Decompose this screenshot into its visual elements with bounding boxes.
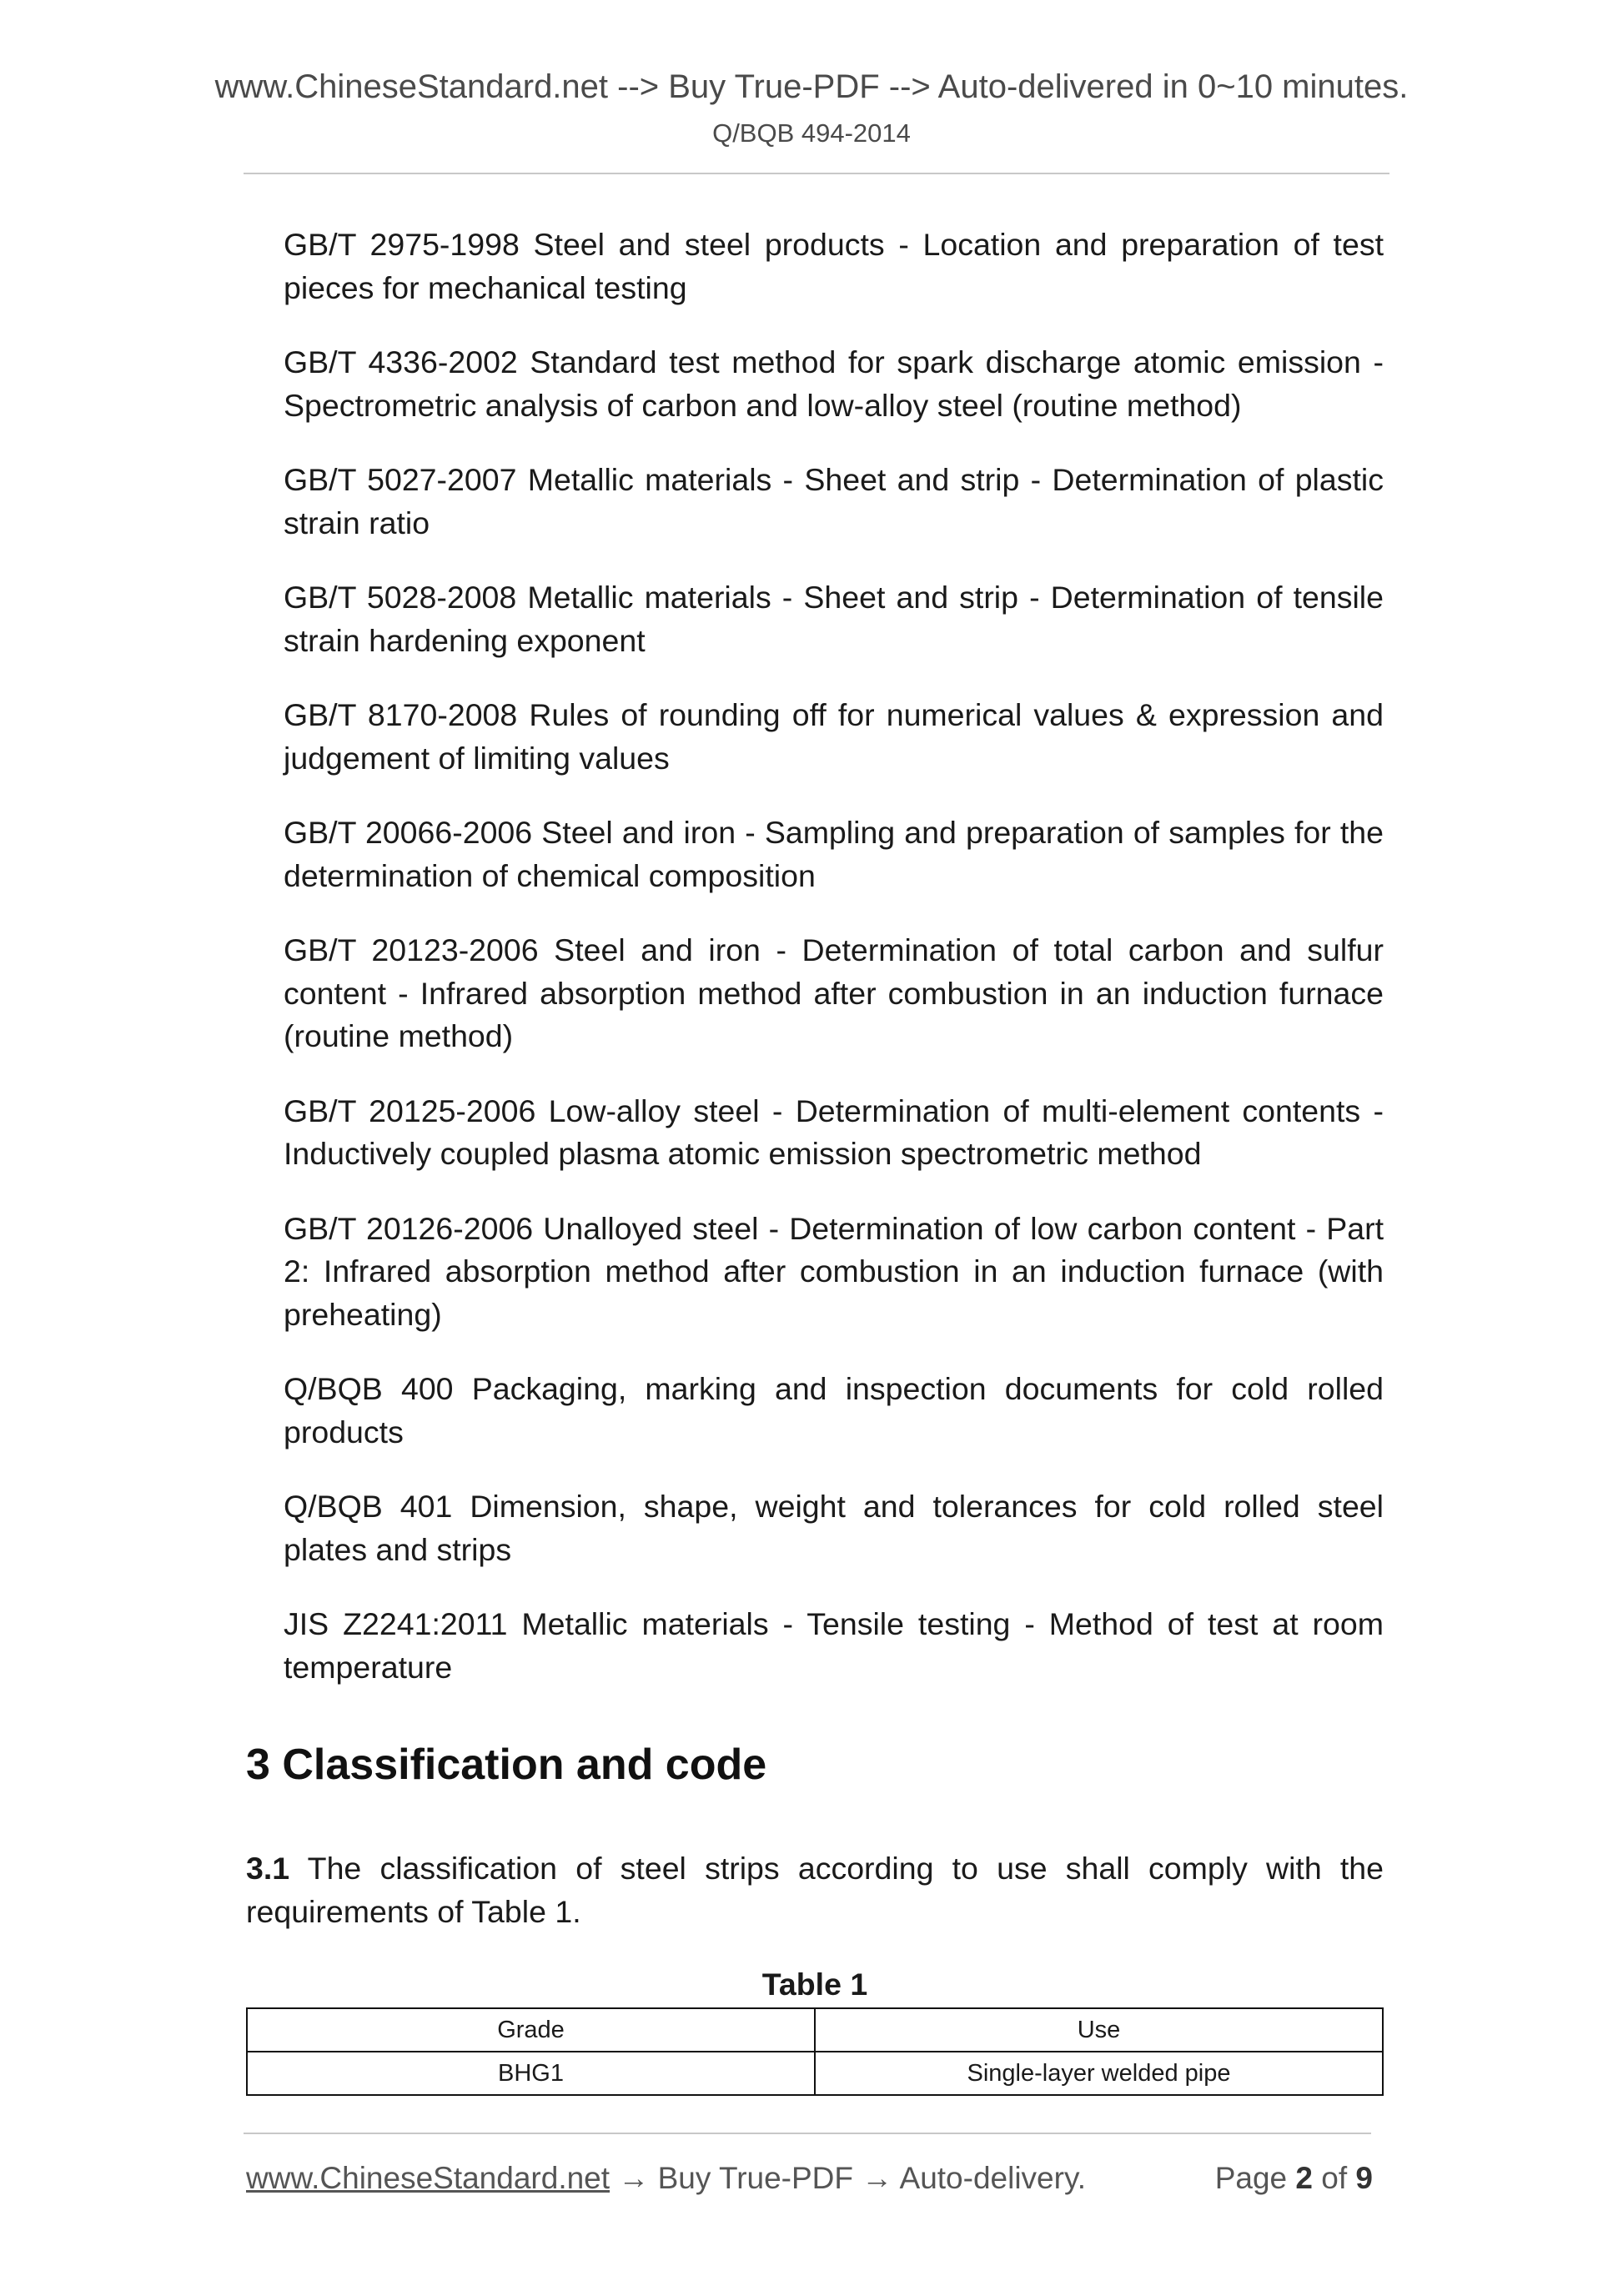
cell-use: Single-layer welded pipe [815, 2052, 1383, 2095]
footer-divider [244, 2133, 1371, 2134]
footer-tagline: → Buy True-PDF → Auto-delivery. [610, 2161, 1086, 2195]
reference-item: GB/T 4336-2002 Standard test method for spark discharge atomic emission - Spectrometric analysis of carbon and low-alloy steel (routine method) [284, 344, 1384, 423]
clause-3-1 [246, 1847, 1384, 1933]
reference-item: GB/T 20125-2006 Low-alloy steel - Determination of multi-element contents - Inductively coupled plasma atomic emission spectrometric method [284, 1093, 1384, 1171]
footer-site-link[interactable]: www.ChineseStandard.net [246, 2161, 611, 2195]
classification-table [246, 2007, 1384, 2096]
reference-item: GB/T 5028-2008 Metallic materials - Sheet and strip - Determination of tensile strain hardening exponent [284, 580, 1384, 658]
clause-text: The classification of steel strips according to use shall comply with the requirements of Table 1. [246, 1851, 1384, 1929]
normative-references-list [284, 224, 1384, 1721]
header-divider [244, 173, 1389, 174]
document-number: Q/BQB 494-2014 [712, 118, 911, 148]
page-indicator [1215, 2158, 1373, 2198]
reference-item: Q/BQB 400 Packaging, marking and inspection documents for cold rolled products [284, 1371, 1384, 1449]
header-cell-use: Use [815, 2008, 1383, 2052]
reference-item: GB/T 20066-2006 Steel and iron - Sampling and preparation of samples for the determination of chemical composition [284, 815, 1384, 893]
table-title: Table 1 [761, 1967, 868, 2002]
header-banner: www.ChineseStandard.net --> Buy True-PDF --> Auto-delivered in 0~10 minutes. [214, 68, 1409, 105]
reference-item: GB/T 2975-1998 Steel and steel products - Location and preparation of test pieces for mechanical testing [284, 227, 1384, 305]
cell-grade: BHG1 [247, 2052, 815, 2095]
header-cell-grade: Grade [247, 2008, 815, 2052]
reference-item: GB/T 8170-2008 Rules of rounding off for numerical values & expression and judgement of limiting values [284, 697, 1384, 776]
page-total: 9 [1355, 2161, 1373, 2195]
reference-item: GB/T 5027-2007 Metallic materials - Sheet and strip - Determination of plastic strain ratio [284, 462, 1384, 540]
reference-item: GB/T 20123-2006 Steel and iron - Determination of total carbon and sulfur content - Infrared absorption method after combustion in an induction furnace (routine method) [284, 932, 1384, 1053]
page-of: of [1321, 2161, 1348, 2195]
table-row [247, 2052, 1383, 2095]
table-header-row [247, 2008, 1383, 2052]
reference-item: Q/BQB 401 Dimension, shape, weight and tolerances for cold rolled steel plates and strips [284, 1489, 1384, 1567]
clause-number: 3.1 [246, 1851, 290, 1886]
footer-promo [246, 2158, 1086, 2198]
reference-item: JIS Z2241:2011 Metallic materials - Tensile testing - Method of test at room temperature [284, 1606, 1384, 1685]
section-heading: 3 Classification and code [246, 1741, 767, 1789]
page-label: Page [1214, 2161, 1288, 2195]
page-current: 2 [1295, 2161, 1313, 2195]
reference-item: GB/T 20126-2006 Unalloyed steel - Determination of low carbon content - Part 2: Infrared absorption method after combustion in an induction furnace (with preheating) [284, 1210, 1384, 1332]
